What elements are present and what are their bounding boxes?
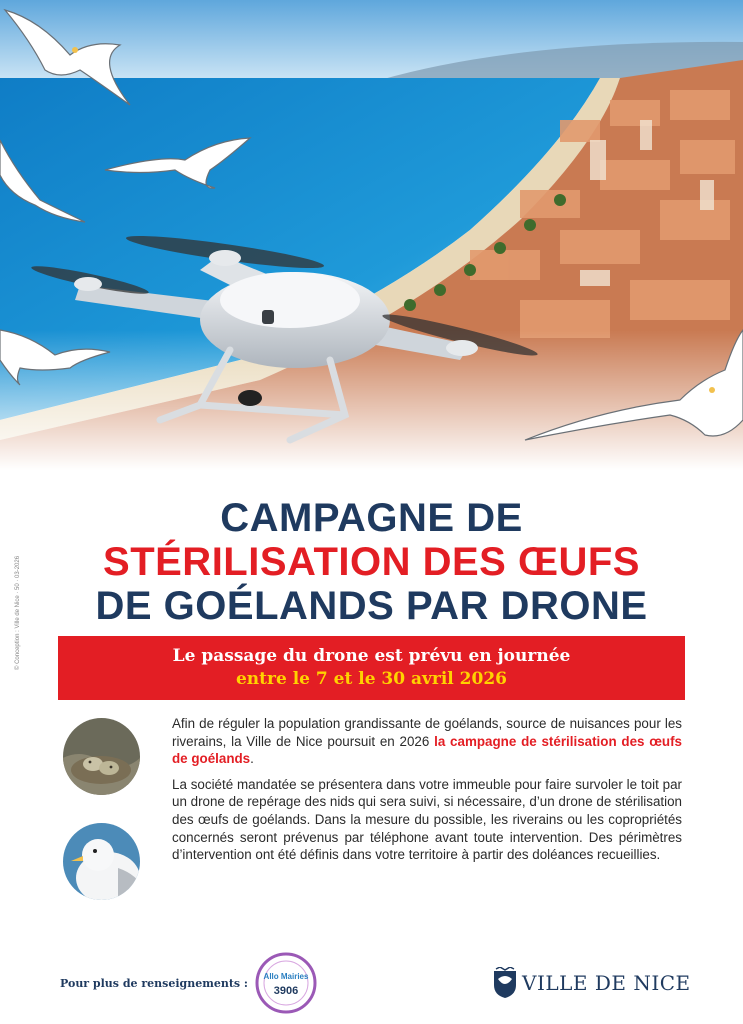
city-name: VILLE DE NICE [522,971,691,995]
credit-note: © Conception : Ville de Nice · 50 · 03-2026 [15,555,21,670]
date-banner [58,636,685,700]
allo-mairies-logo[interactable] [255,952,317,1014]
body-text [172,715,682,872]
footer-label: Pour plus de renseignements : [60,977,248,990]
title-line-1: CAMPAGNE DE [220,496,523,540]
banner-line-1: Le passage du drone est prévu en journée [172,646,571,666]
hero-image [0,0,743,470]
nest-photo [63,718,140,795]
title-line-3: DE GOÉLANDS PAR DRONE [95,584,648,628]
highlight-text: la campagne de stérilisation des œufs de goélands [172,733,682,767]
title-line-2: STÉRILISATION DES ŒUFS [103,540,640,584]
seagull-photo [63,823,140,900]
ville-de-nice-logo [492,965,692,1005]
svg-text:Allo Mairies: Allo Mairies [263,972,309,981]
paragraph-2: La société mandatée se présentera dans votre immeuble pour faire survoler le toit par un drone de repérage des nids qui sera suivi, si nécessaire, d’un drone de stérilisation des œufs de goélands. Dans la mesure du possible, les riverains ou les copropriétés concernés seront prévenus par téléphone avant toute intervention. Des périmètres d’intervention ont été définis dans votre territoire à partir des doléances recueillies. [172,776,682,863]
paragraph-1: Afin de réguler la population grandissante de goélands, source de nuisances pour les riverains, la Ville de Nice poursuit en 2026 la campagne de stérilisation des œufs de goélands. [172,716,682,767]
svg-text:3906: 3906 [273,985,299,997]
crest-icon [492,967,518,999]
hero-illustration [0,0,743,470]
banner-line-2: entre le 7 et le 30 avril 2026 [235,669,507,689]
